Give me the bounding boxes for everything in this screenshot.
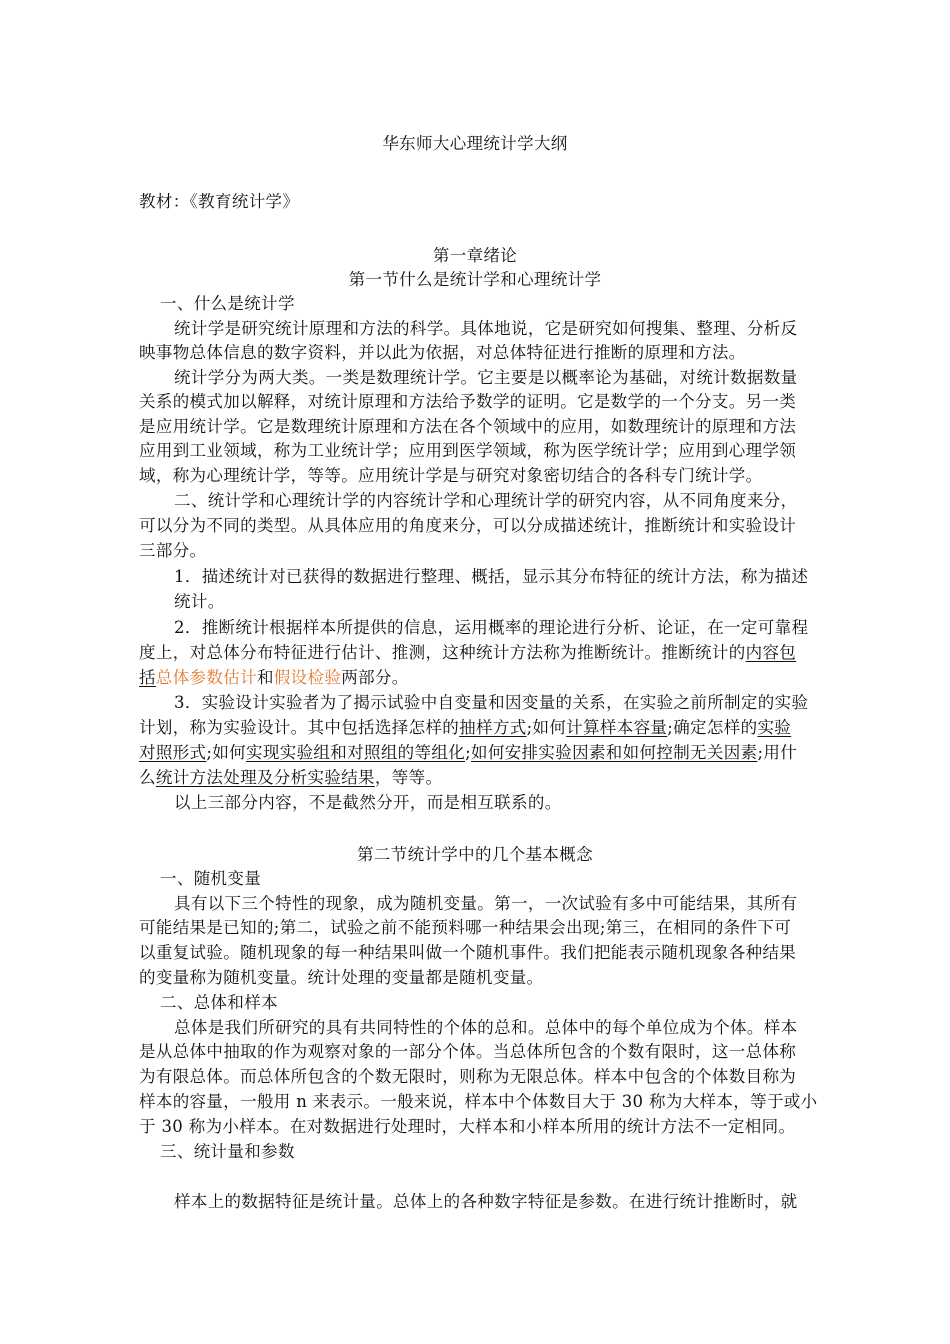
underlined-link[interactable]: 如何安排实验因素和如何控制无关因素 <box>471 743 758 762</box>
list-item-line <box>139 643 950 663</box>
underlined-link[interactable]: 实验 <box>757 718 792 737</box>
text-span: 么 <box>139 768 156 787</box>
list-item-line <box>139 718 950 738</box>
paragraph-line: 映事物总体信息的数字资料，并以此为依据，对总体特征进行推断的原理和方法。 <box>139 343 746 362</box>
text-span: ; <box>465 743 471 762</box>
paragraph-line: 以重复试验。随机现象的每一种结果叫做一个随机事件。我们把能表示随机现象各种结果 <box>139 943 797 962</box>
section1-heading: 第一节什么是统计学和心理统计学 <box>348 270 602 289</box>
list-item-line <box>139 743 950 763</box>
paragraph-line: 统计学是研究统计原理和方法的科学。具体地说，它是研究如何搜集、整理、分析反 <box>174 319 798 338</box>
underlined-link[interactable]: 计算样本容量 <box>566 718 668 737</box>
subsection-title: 一、什么是统计学 <box>160 294 295 313</box>
chapter-heading: 第一章绪论 <box>432 246 518 265</box>
subsection-title: 二、总体和样本 <box>160 993 278 1012</box>
underlined-link[interactable]: 括 <box>139 668 156 687</box>
document-title: 华东师大心理统计学大纲 <box>382 134 568 153</box>
paragraph-line: 可能结果是已知的;第二，试验之前不能预料哪一种结果会出现;第三，在相同的条件下可 <box>139 918 792 937</box>
paragraph-line: 为有限总体。而总体所包含的个数无限时，则称为无限总体。样本中包含的个体数目称为 <box>139 1067 797 1086</box>
paragraph-line: 样本的容量，一般用 n 来表示。一般来说，样本中个体数目大于 30 称为大样本，等于或小 <box>139 1092 818 1111</box>
text-span: 计划，称为实验设计。其中包括选择怎样的 <box>139 718 460 737</box>
paragraph-line: 域，称为心理统计学，等等。应用统计学是与研究对象密切结合的各科专门统计学。 <box>139 466 763 485</box>
underlined-link[interactable]: 统计方法处理及分析实验结果 <box>155 768 375 787</box>
paragraph-line: 样本上的数据特征是统计量。总体上的各种数字特征是参数。在进行统计推断时，就 <box>174 1192 798 1211</box>
paragraph-line: 统计学分为两大类。一类是数理统计学。它主要是以概率论为基础，对统计数据数量 <box>174 368 798 387</box>
subsection-title: 一、随机变量 <box>160 869 262 888</box>
subsection-title: 三、统计量和参数 <box>160 1142 295 1161</box>
list-item-line: 2．推断统计根据样本所提供的信息，运用概率的理论进行分析、论证，在一定可靠程 <box>174 618 809 637</box>
underlined-link[interactable]: 实现实验组和对照组的等组化 <box>246 743 466 762</box>
paragraph-line: 以上三部分内容，不是截然分开，而是相互联系的。 <box>174 793 562 812</box>
paragraph-line: 总体是我们所研究的具有共同特性的个体的总和。总体中的每个单位成为个体。样本 <box>174 1018 798 1037</box>
text-span: 和 <box>256 668 274 687</box>
textbook-line: 教材：《教育统计学》 <box>139 192 300 211</box>
paragraph-line: 于 30 称为小样本。在对数据进行处理时，大样本和小样本所用的统计方法不一定相同。 <box>139 1117 796 1136</box>
list-item-line <box>139 668 950 688</box>
text-span: ，等等。 <box>374 768 443 787</box>
highlight-term: 总体参数估计 <box>155 668 257 687</box>
paragraph-line: 是应用统计学。它是数理统计原理和方法在各个领域中的应用，如数理统计的原理和方法 <box>139 417 797 436</box>
list-item-line: 3．实验设计实验者为了揭示试验中自变量和因变量的关系，在实验之前所制定的实验 <box>174 693 809 712</box>
underlined-link[interactable]: 抽样方式 <box>459 718 527 737</box>
text-span: ;确定怎样的 <box>667 718 758 737</box>
list-item-line: 1．描述统计对已获得的数据进行整理、概括，显示其分布特征的统计方法，称为描述 <box>174 567 809 586</box>
paragraph-line: 二、统计学和心理统计学的内容统计学和心理统计学的研究内容，从不同角度来分， <box>174 491 798 510</box>
paragraph-line: 具有以下三个特性的现象，成为随机变量。第一，一次试验有多中可能结果，其所有 <box>174 894 798 913</box>
underlined-link[interactable]: 对照形式 <box>139 743 207 762</box>
list-item-line: 统计。 <box>174 592 225 611</box>
paragraph-line: 应用到工业领域，称为工业统计学；应用到医学领域，称为医学统计学；应用到心理学领 <box>139 441 797 460</box>
paragraph-line: 关系的模式加以解释，对统计原理和方法给予数学的证明。它是数学的一个分支。另一类 <box>139 392 797 411</box>
text-span: ;如何 <box>206 743 247 762</box>
text-span: ;如何 <box>526 718 567 737</box>
text-span: 度上，对总体分布特征进行估计、推测，这种统计方法称为推断统计。推断统计的 <box>139 643 746 662</box>
paragraph-line: 是从总体中抽取的作为观察对象的一部分个体。当总体所包含的个数有限时，这一总体称 <box>139 1042 797 1061</box>
highlight-term: 假设检验 <box>273 668 342 687</box>
section2-heading: 第二节统计学中的几个基本概念 <box>357 845 593 864</box>
paragraph-line: 三部分。 <box>139 541 207 560</box>
paragraph-line: 的变量称为随机变量。统计处理的变量都是随机变量。 <box>139 968 544 987</box>
list-item-line <box>139 768 950 788</box>
text-span: 两部分。 <box>341 668 409 687</box>
paragraph-line: 可以分为不同的类型。从具体应用的角度来分，可以分成描述统计，推断统计和实验设计 <box>139 516 797 535</box>
text-span: ;用什 <box>757 743 798 762</box>
underlined-link[interactable]: 内容包 <box>745 643 797 662</box>
